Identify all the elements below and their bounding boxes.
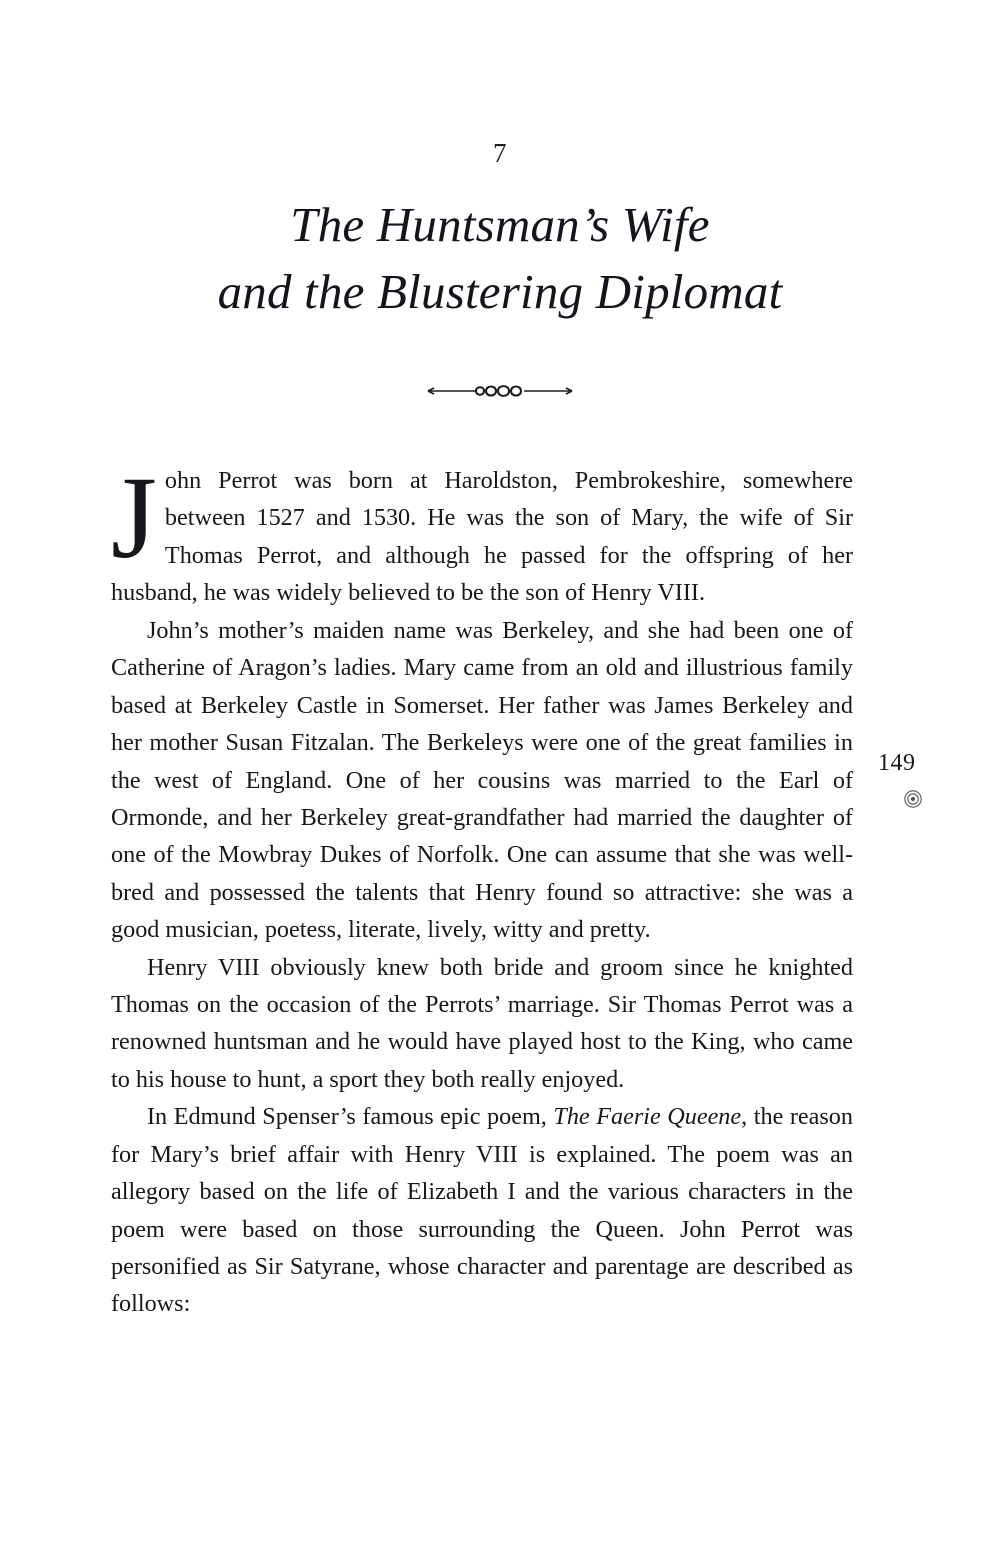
chapter-title-line-1: The Huntsman’s Wife	[290, 197, 710, 252]
page-number: 149	[878, 750, 916, 776]
paragraph-2: John’s mother’s maiden name was Berkeley, and she had been one of Catherine of Aragon’s ladies. Mary came from an old and illustrious family based at Berkeley Castle in Somerset. Her father was James Berkeley and her mother Susan Fitzalan. The Berkeleys were one of the great families in the west of England. One of her cousins was married to the Earl of Ormonde, and her Berkeley great-grandfather had married the daughter of one of the Mowbray Dukes of Norfolk. One can assume that she was well-bred and possessed the talents that Henry found so attractive: she was a good musician, poetess, literate, lively, witty and pretty.	[111, 617, 853, 944]
paragraph-1-rest: for the offspring of her husband, he was widely believed to be the son of Henry VIII.	[111, 541, 853, 607]
body-text	[111, 452, 853, 1323]
paragraph-1-first-segment: ohn Perrot was born at Haroldston, Pembrokeshire, somewhere between 1527 and 1530. He was the son of Mary, the wife of Sir Thomas Perrot, and although he passed	[164, 467, 853, 569]
drop-cap: J	[111, 452, 157, 583]
chapter-title-line-2: and the Blustering Diplomat	[217, 263, 783, 319]
chapter-title	[110, 192, 890, 325]
ornamental-flourish-divider-icon	[0, 376, 1000, 406]
paragraph-3: Henry VIII obviously knew both bride and groom since he knighted Thomas on the occasion of the Perrots’ marriage. Sir Thomas Perrot was a renowned huntsman and he would have played host to the King, who came to his house to hunt, a sport they both really enjoyed.	[111, 953, 853, 1093]
paragraph-4	[111, 1098, 853, 1322]
paragraph-4-before-italic: In Edmund Spenser’s famous epic poem,	[147, 1103, 554, 1131]
chapter-number: 7	[493, 138, 507, 168]
paragraph-1	[111, 452, 853, 612]
rosette-ornament-icon	[898, 784, 928, 814]
book-title-italic: The Faerie Queene	[553, 1103, 742, 1131]
paragraph-4-after-italic: , the reason for Mary’s brief affair with Henry VIII is explained. The poem was an allegory based on the life of Elizabeth I and the various characters in the poem were based on those surrounding the Queen. John Perrot was personified as Sir Satyrane, whose character and parentage are described as follows:	[111, 1103, 853, 1318]
